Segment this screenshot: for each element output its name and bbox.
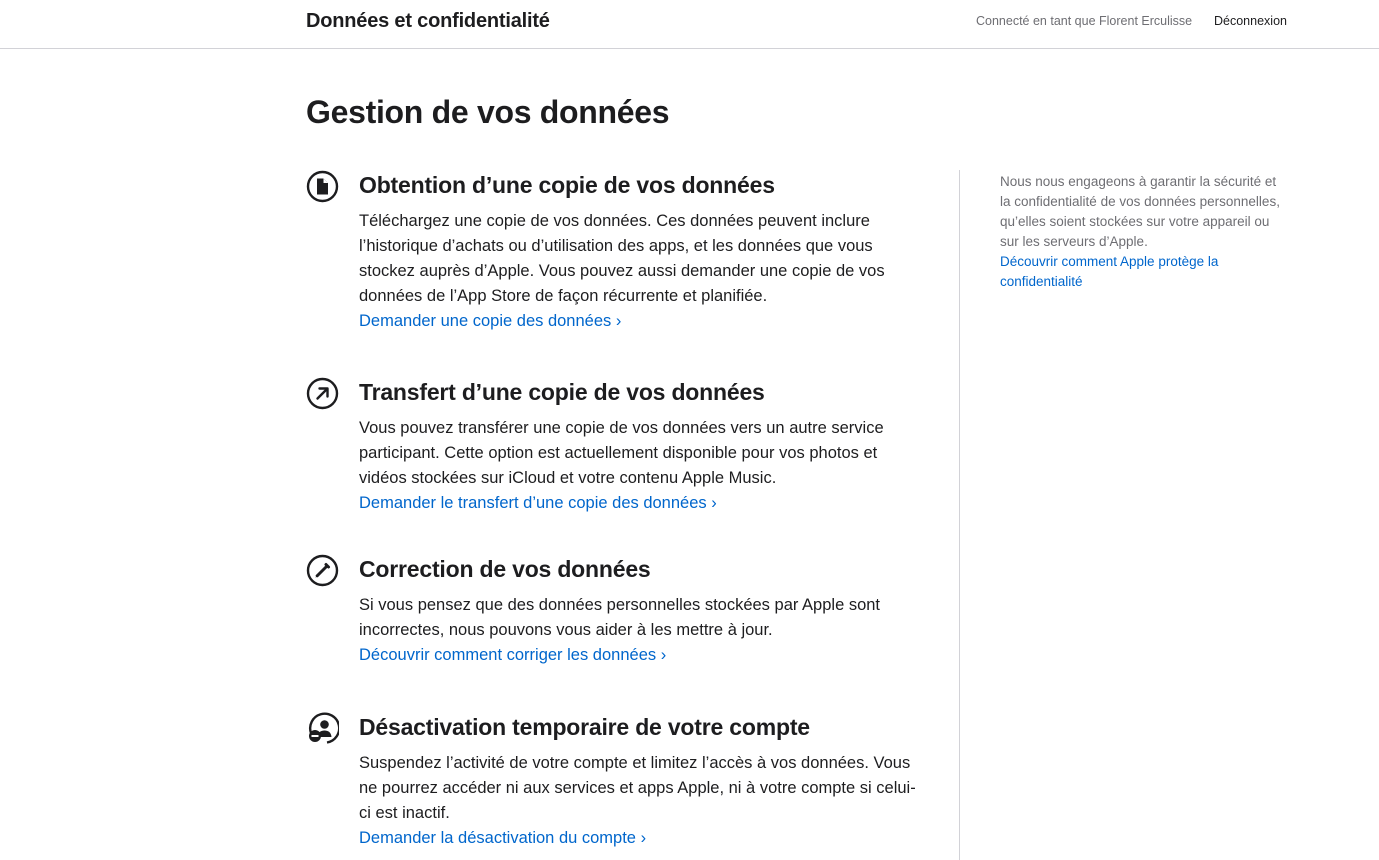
section-title: Correction de vos données	[359, 556, 651, 582]
top-navigation-bar	[0, 0, 1379, 49]
signout-link[interactable]: Déconnexion	[1214, 14, 1287, 28]
pencil-icon	[306, 554, 339, 587]
site-title[interactable]: Données et confidentialité	[306, 10, 550, 32]
person-minus-icon	[306, 712, 339, 745]
page-title: Gestion de vos données	[306, 94, 670, 130]
section-title: Obtention d’une copie de vos données	[359, 172, 775, 198]
arrow-up-right-icon	[306, 377, 339, 410]
request-transfer-link[interactable]: Demander le transfert d’une copie des données ›	[359, 494, 717, 512]
section-description: Suspendez l’activité de votre compte et limitez l’accès à vos données. Vous ne pourrez accéder ni aux services et apps Apple, ni à votre compte si celui-ci est inactif.	[359, 754, 916, 822]
section-description: Téléchargez une copie de vos données. Ces données peuvent inclure l’historique d’achats ou d’utilisation des apps, et les données que vous stockez auprès d’Apple. Vous pouvez aussi demander une copie de vos données de l’App Store de façon récurrente et planifiée.	[359, 212, 885, 305]
section-description: Vous pouvez transférer une copie de vos données vers un autre service participant. Cette option est actuellement disponible pour vos photos et vidéos stockées sur iCloud et votre contenu Apple Music.	[359, 419, 884, 487]
signed-in-status: Connecté en tant que Florent Erculisse	[976, 14, 1193, 28]
section-title: Désactivation temporaire de votre compte	[359, 714, 810, 740]
privacy-commitment-text: Nous nous engageons à garantir la sécurité et la confidentialité de vos données personnelles, qu’elles soient stockées sur votre appareil ou sur les serveurs d’Apple.	[1000, 174, 1280, 249]
section-description: Si vous pensez que des données personnelles stockées par Apple sont incorrectes, nous pouvons vous aider à les mettre à jour.	[359, 596, 881, 639]
column-divider	[959, 170, 960, 860]
document-icon	[306, 170, 339, 203]
correct-data-link[interactable]: Découvrir comment corriger les données ›	[359, 646, 667, 664]
request-copy-link[interactable]: Demander une copie des données ›	[359, 312, 622, 330]
section-title: Transfert d’une copie de vos données	[359, 379, 765, 405]
request-deactivation-link[interactable]: Demander la désactivation du compte ›	[359, 829, 647, 847]
privacy-aside	[1000, 172, 1285, 292]
privacy-learn-more-link[interactable]: Découvrir comment Apple protège la confidentialité	[1000, 254, 1219, 289]
